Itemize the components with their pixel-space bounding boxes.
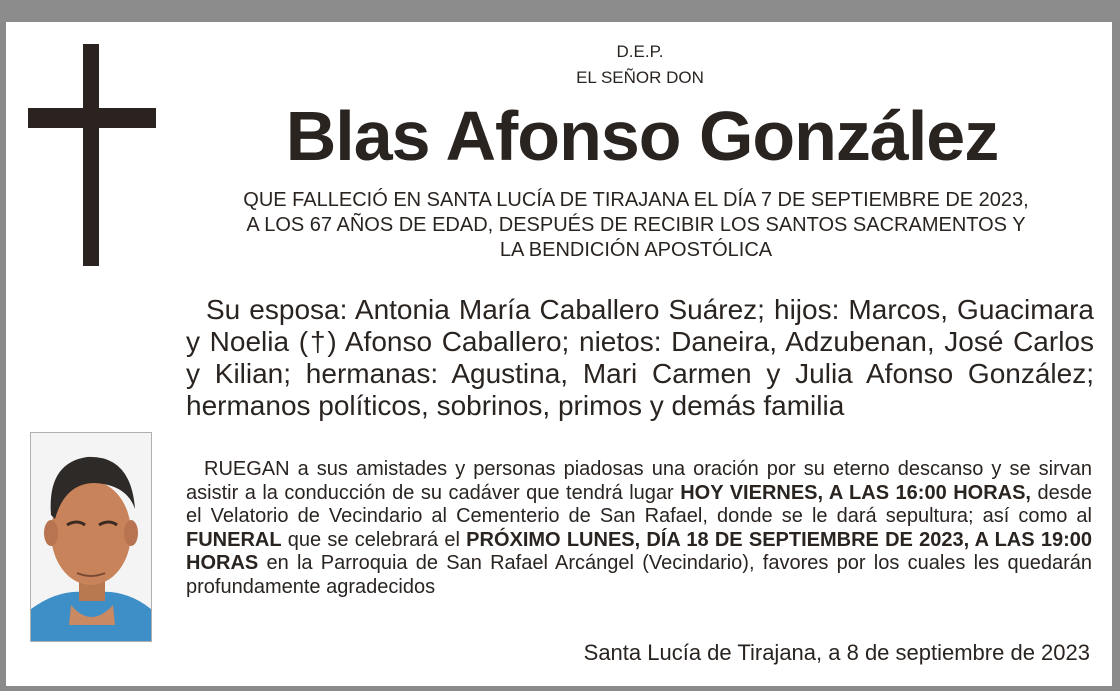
death-info-line-2: A LOS 67 AÑOS DE EDAD, DESPUÉS DE RECIBIR LOS SANTOS SACRAMENTOS Y bbox=[246, 214, 1026, 236]
death-info-line-1: QUE FALLECIÓ EN SANTA LUCÍA DE TIRAJANA EL DÍA 7 DE SEPTIEMBRE DE 2023, bbox=[243, 189, 1029, 211]
dep-heading: D.E.P. bbox=[616, 42, 664, 61]
family-paragraph bbox=[186, 294, 1094, 422]
notice-text-1: RUEGAN a sus amistades y personas piadosas una oración por su eterno descanso y se sirvan asistir a la conducción de su cadáver que tendrá lugar bbox=[186, 458, 1092, 504]
obituary-card bbox=[6, 22, 1112, 686]
notice-bold-3: PRÓXIMO LUNES, DÍA 18 DE SEPTIEMBRE DE 2023, A LAS 19:00 HORAS bbox=[186, 528, 1092, 575]
notice-bold-2: FUNERAL bbox=[186, 528, 282, 551]
notice-text-3: que se celebrará el bbox=[281, 528, 467, 551]
deceased-name: Blas Afonso González bbox=[285, 97, 999, 175]
portrait-image bbox=[31, 433, 151, 641]
notice-bold-1: HOY VIERNES, A LAS 16:00 HORAS, bbox=[680, 481, 1031, 504]
cross-horizontal-bar bbox=[28, 108, 156, 128]
title-line: EL SEÑOR DON bbox=[576, 68, 704, 87]
portrait-photo bbox=[30, 432, 152, 642]
notice-text-4: en la Parroquia de San Rafael Arcángel (Vecindario), favores por los cuales les quedarán profundamente agradecidos bbox=[186, 552, 1092, 598]
death-info bbox=[186, 188, 1086, 263]
family-text: Su esposa: Antonia María Caballero Suárez; hijos: Marcos, Guacimara y Noelia (†) Afonso Caballero; nietos: Daneira, Adzubenan, José Carlos y Kilian; hermanas: Agustina, Mari Carmen y Julia Afonso González; hermanos políticos, sobrinos, primos y demás familia bbox=[186, 294, 1094, 421]
death-info-line-3: LA BENDICIÓN APOSTÓLICA bbox=[499, 239, 773, 261]
top-band bbox=[0, 0, 1120, 22]
notice-paragraph bbox=[186, 458, 1092, 600]
place-date: Santa Lucía de Tirajana, a 8 de septiembre de 2023 bbox=[583, 640, 1090, 665]
notice-text-2: desde el Velatorio de Vecindario al Cementerio de San Rafael, donde se le dará sepultura; así como al bbox=[186, 481, 1092, 528]
